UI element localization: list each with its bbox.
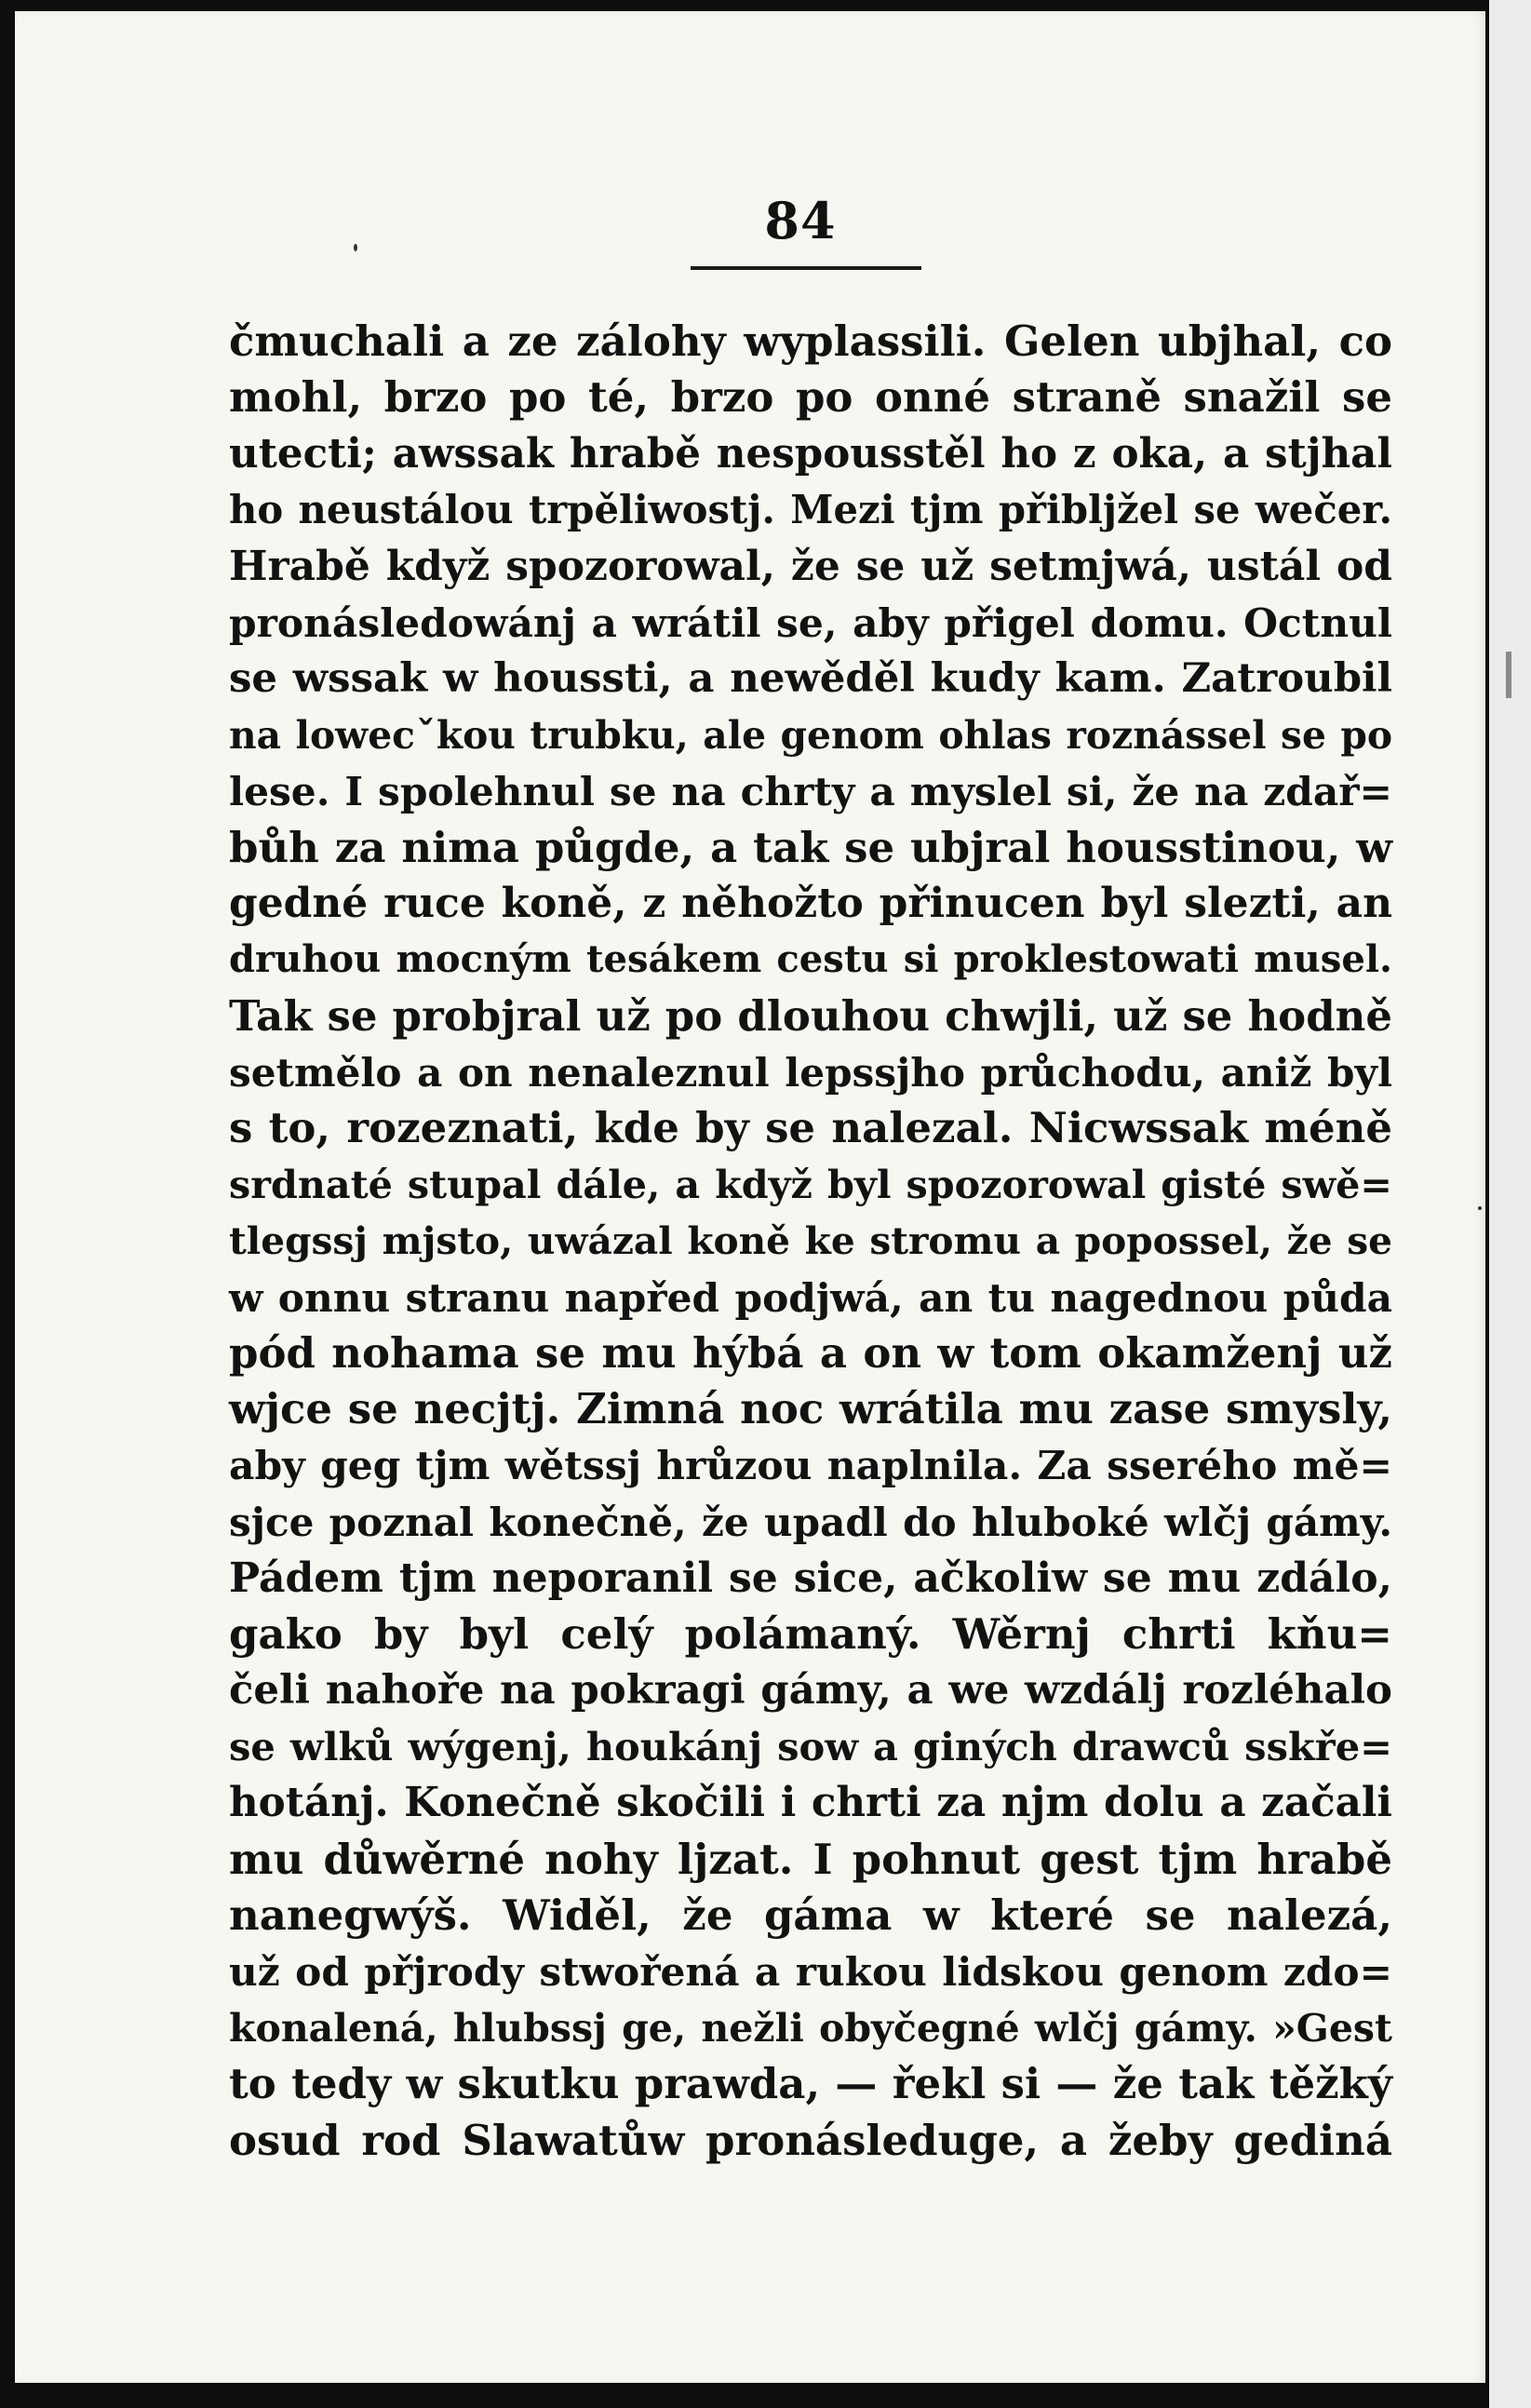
text-line: sjce poznal konečně, že upadl do hluboké wlčj gámy.	[229, 1499, 1392, 1546]
text-line: Hrabě když spozorowal, že se už setmjwá, ustál od	[229, 542, 1392, 590]
text-line: osud rod Slawatůw pronásleduge, a žeby gediná	[229, 2115, 1392, 2165]
text-line: setmělo a on nenaleznul lepssjho průchodu, aniž byl	[229, 1049, 1392, 1096]
text-line: čmuchali a ze zálohy wyplassili. Gelen ubjhal, co	[229, 316, 1392, 366]
text-line: na lowecˇkou trubku, ale genom ohlas roznássel se po	[229, 712, 1392, 758]
header-rule	[691, 266, 921, 270]
edge-mark	[1506, 652, 1511, 698]
text-line: už od přjrody stwořená a rukou lidskou genom zdo=	[229, 1948, 1392, 1996]
text-line: gako by byl celý polámaný. Wěrnj chrti kňu=	[229, 1608, 1392, 1659]
text-line: Pádem tjm neporanil se sice, ačkoliw se mu zdálo,	[229, 1554, 1392, 1602]
text-line: čeli nahoře na pokragi gámy, a we wzdálj rozléhalo	[229, 1666, 1392, 1715]
text-line: mohl, brzo po té, brzo po onné straně snažil se	[229, 372, 1392, 423]
text-line: hotánj. Konečně skočili i chrti za njm dolu a začali	[229, 1779, 1392, 1827]
text-line: utecti; awssak hrabě nespousstěl ho z oka, a stjhal	[229, 429, 1392, 478]
text-line: s to, rozeznati, kde by se nalezal. Nicwssak méně	[229, 1103, 1392, 1153]
text-line: lese. I spolehnul se na chrty a myslel si, že na zdař=	[229, 768, 1392, 815]
paper-speck	[1478, 1206, 1482, 1210]
text-line: se wssak w houssti, a newěděl kudy kam. Zatroubil	[229, 654, 1392, 703]
text-line: ho neustálou trpěliwostj. Mezi tjm přibljžel se wečer.	[229, 487, 1392, 533]
text-line: pronásledowánj a wrátil se, aby přigel domu. Octnul	[229, 599, 1392, 646]
body-text	[229, 314, 1392, 2169]
text-line: to tedy w skutku prawda, — řekl si — že tak těžký	[229, 2059, 1392, 2109]
text-line: se wlků wýgenj, houkánj sow a giných drawců sskře=	[229, 1723, 1392, 1769]
paper-speck	[354, 244, 357, 251]
adjacent-page-edge	[1489, 0, 1531, 2408]
text-line: srdnaté stupal dále, a když byl spozorowal gisté swě=	[229, 1161, 1392, 1207]
text-line: bůh za nima půgde, a tak se ubjral housstinou, w	[229, 822, 1392, 872]
text-line: tlegssj mjsto, uwázal koně ke stromu a popossel, že se	[229, 1218, 1392, 1264]
text-line: konalená, hlubssj ge, nežli obyčegné wlčj gámy. »Gest	[229, 2004, 1392, 2051]
text-line: wjce se necjtj. Zimná noc wrátila mu zase smysly,	[229, 1384, 1392, 1434]
text-line: w onnu stranu napřed podjwá, an tu nagednou půda	[229, 1273, 1392, 1321]
text-line: aby geg tjm wětssj hrůzou naplnila. Za sserého mě=	[229, 1442, 1392, 1489]
text-line: nanegwýš. Widěl, že gáma w které se nalezá,	[229, 1890, 1392, 1940]
text-line: mu důwěrné nohy ljzat. I pohnut gest tjm hrabě	[229, 1834, 1392, 1884]
text-line: druhou mocným tesákem cestu si proklestowati musel.	[229, 937, 1392, 982]
page-number: 84	[764, 191, 837, 250]
text-line: gedné ruce koně, z něhožto přinucen byl slezti, an	[229, 879, 1392, 927]
text-line: Tak se probjral už po dlouhou chwjli, už se hodně	[229, 990, 1392, 1041]
text-line: pód nohama se mu hýbá a on w tom okamženj už	[229, 1328, 1392, 1379]
